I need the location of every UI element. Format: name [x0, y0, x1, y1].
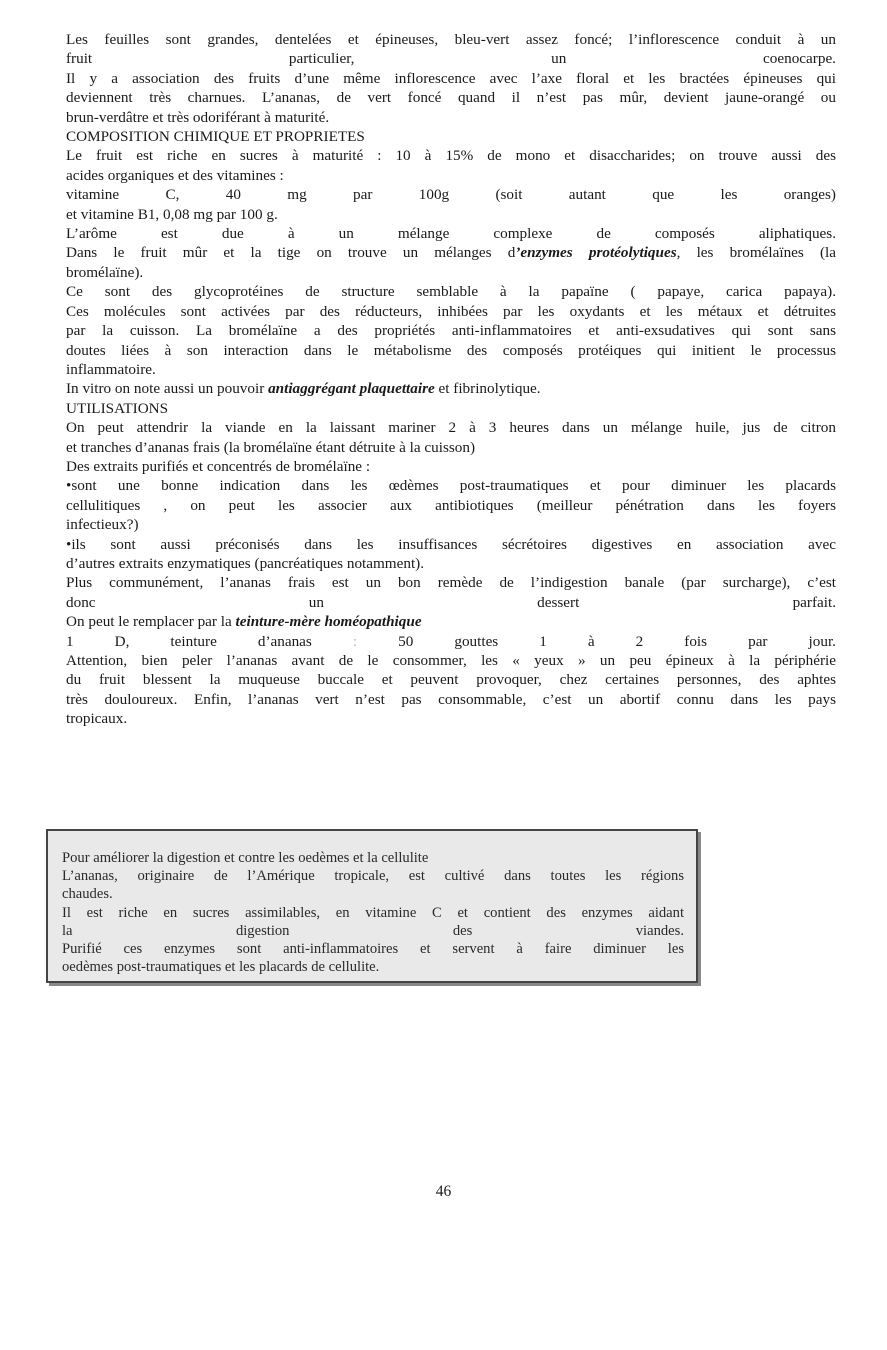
summary-box-text [62, 849, 684, 976]
text-line [66, 243, 836, 262]
word: la [62, 922, 73, 939]
word: gouttes [454, 632, 499, 650]
text-line-spread [66, 593, 836, 612]
word: particulier, [288, 50, 355, 68]
word: teinture [170, 632, 217, 650]
word: (soit [495, 186, 523, 204]
text-run: Dans le fruit mûr et la tige on trouve un mélanges d [66, 244, 516, 262]
text-run: et fibrinolytique. [434, 380, 541, 398]
text-line: et tranches d’ananas frais (la bromélaïne étant détruite à la cuisson) [66, 438, 476, 456]
text-line: et vitamine B1, 0,08 mg par 100 g. [66, 205, 278, 223]
bullet-line [66, 476, 836, 495]
word: par [353, 186, 373, 204]
text-line-spread [66, 49, 836, 68]
word: à [287, 225, 295, 243]
text-run: ils sont aussi préconisés dans les insuffisances sécrétoires digestives en association avec [71, 535, 836, 553]
page-number: 46 [435, 1183, 452, 1200]
text-line: brun-verdâtre et très odoriférant à maturité. [66, 108, 330, 126]
box-line: chaudes. [62, 886, 113, 903]
text-line: Plus communément, l’ananas frais est un bon remède de l’indigestion banale (par surcharge), c’est [66, 574, 836, 592]
text-line: Ces molécules sont activées par des réducteurs, inhibées par les oxydants et les métaux et détruites [66, 302, 836, 320]
word: par [748, 632, 768, 650]
word: fois [684, 632, 708, 650]
bullet-line [66, 535, 836, 554]
word: à [587, 632, 595, 650]
text-run: On peut le remplacer par la [66, 613, 236, 631]
word: dessert [537, 593, 580, 611]
text-line: tropicaux. [66, 710, 128, 728]
word: 100g [418, 186, 450, 204]
text-line: d’autres extraits enzymatiques (pancréatiques notamment). [66, 554, 425, 572]
bullet-icon: • [66, 535, 72, 553]
text-line: du fruit blessent la muqueuse buccale et peuvent provoquer, chez certaines personnes, des aphtes [66, 671, 836, 689]
emphasis-teinture: teinture-mère homéopathique [235, 613, 422, 631]
text-line: Le fruit est riche en sucres à maturité : 10 à 15% de mono et disaccharides; on trouve aussi des [66, 147, 836, 165]
word: digestion [235, 922, 290, 939]
bullet-icon: • [66, 477, 72, 495]
emphasis-enzymes: ’enzymes protéolytiques [515, 244, 677, 262]
section-heading-composition: COMPOSITION CHIMIQUE ET PROPRIETES [66, 128, 365, 146]
text-run: , les bromélaïnes (la [676, 244, 836, 262]
text-line-spread [66, 185, 836, 204]
text-line-spread [66, 224, 836, 243]
text-line: inflammatoire. [66, 360, 156, 378]
text-line: acides organiques et des vitamines : [66, 166, 284, 184]
emphasis-antiaggregant: antiaggrégant plaquettaire [268, 380, 435, 398]
box-line-spread [62, 922, 684, 940]
section-heading-utilisations: UTILISATIONS [66, 399, 169, 417]
text-line: bromélaïne). [66, 263, 144, 281]
word: 40 [225, 186, 241, 204]
text-line [66, 612, 836, 631]
text-line-spread [66, 632, 836, 651]
text-line: Des extraits purifiés et concentrés de bromélaïne : [66, 457, 371, 475]
box-line: Pour améliorer la digestion et contre les oedèmes et la cellulite [62, 850, 429, 866]
word: L’arôme [66, 225, 117, 243]
word: composés [654, 225, 715, 243]
word: C, [165, 186, 180, 204]
text-line: Ce sont des glycoprotéines de structure semblable à la papaïne ( papaye, carica papaya). [66, 283, 836, 301]
box-line: L’ananas, originaire de l’Amérique tropicale, est cultivé dans toutes les régions [62, 868, 684, 885]
text-line: cellulitiques , on peut les associer aux antibiotiques (meilleur pénétration dans les foyers [66, 496, 836, 514]
word: les [720, 186, 738, 204]
box-line: oedèmes post-traumatiques et les placards de cellulite. [62, 959, 380, 976]
word: 1 [66, 632, 74, 650]
text-line [66, 379, 836, 398]
word: 1 [539, 632, 547, 650]
word: complexe [493, 225, 553, 243]
word: due [221, 225, 244, 243]
text-line: deviennent très charnues. L’ananas, de vert foncé quand il n’est pas mûr, devient jaune-orangé ou [66, 89, 836, 107]
word: que [652, 186, 675, 204]
text-line: doutes liées à son interaction dans le métabolisme des composés protéiques qui initient le processus [66, 341, 836, 359]
word: fruit [66, 50, 93, 68]
word: est [160, 225, 178, 243]
word: aliphatiques. [758, 225, 836, 243]
word: des [452, 922, 473, 939]
text-line: par la cuisson. La bromélaïne a des propriétés anti-inflammatoires et anti-exsudatives qui sont sans [66, 322, 836, 340]
word: de [596, 225, 611, 243]
word: oranges) [783, 186, 836, 204]
word: jour. [808, 632, 836, 650]
box-line: Il est riche en sucres assimilables, en vitamine C et contient des enzymes aidant [62, 904, 684, 921]
word: mg [287, 186, 307, 204]
text-line: très douloureux. Enfin, l’ananas vert n’est pas consommable, c’est un abortif connu dans les pays [66, 690, 836, 708]
word: 50 [398, 632, 414, 650]
text-line: Les feuilles sont grandes, dentelées et épineuses, bleu-vert assez foncé; l’inflorescence conduit à un [66, 31, 836, 48]
word: D, [114, 632, 130, 650]
word: un [338, 225, 354, 243]
word: mélange [397, 225, 450, 243]
word: un [551, 50, 567, 68]
word: vitamine [66, 186, 120, 204]
word: coenocarpe. [763, 50, 836, 68]
word: : [352, 632, 358, 650]
word: viandes. [635, 922, 684, 939]
box-line: Purifié ces enzymes sont anti-inflammatoires et servent à faire diminuer les [62, 941, 684, 958]
text-line: On peut attendrir la viande en la laissant mariner 2 à 3 heures dans un mélange huile, jus de citron [66, 419, 836, 437]
text-line: Attention, bien peler l’ananas avant de le consommer, les « yeux » un peu épineux à la périphérie [66, 652, 836, 669]
text-run: sont une bonne indication dans les œdèmes post-traumatiques et pour diminuer les placards [71, 477, 836, 495]
text-line: infectieux?) [66, 516, 139, 534]
text-line: Il y a association des fruits d’une même inflorescence avec l’axe floral et les bractées épineuses qui [66, 69, 836, 87]
text-run: In vitro on note aussi un pouvoir [66, 380, 269, 398]
word: autant [568, 186, 606, 204]
word: 2 [635, 632, 644, 650]
page-body [66, 30, 836, 729]
word: parfait. [792, 593, 836, 611]
word: un [308, 593, 324, 611]
summary-box [46, 829, 698, 983]
word: d’ananas [257, 632, 312, 650]
word: donc [66, 593, 96, 611]
